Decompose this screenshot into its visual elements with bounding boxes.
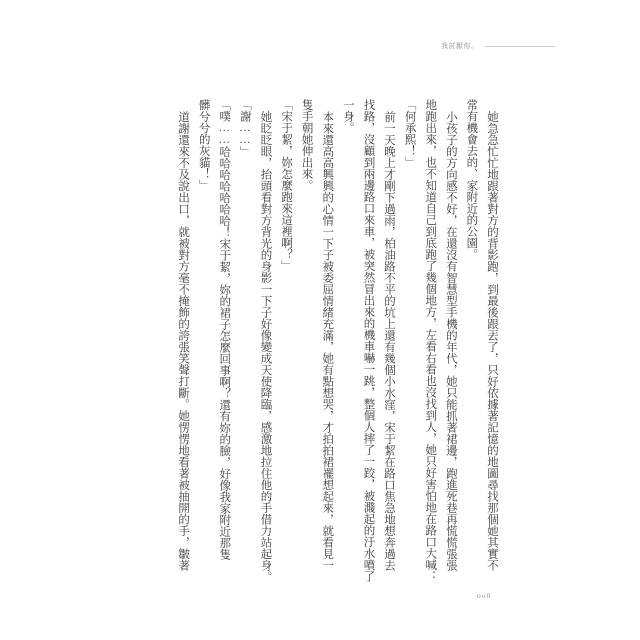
text-column: 常有機會去的、家附近的公園。 [465, 99, 478, 260]
page-number: oo8 [477, 591, 492, 600]
text-column: 「謝……」 [238, 99, 251, 158]
body-text [173, 99, 503, 586]
text-column: 她眨眨眼，抬頭看對方背光的身影一下子好像變成天使降臨，感激地拉住他的手借力站起身。 [259, 110, 272, 582]
text-column: 本來還高高興興的心情一下子被委屈情緒充滿，她有點想哭，才拍拍裙襬想起來，就看見一 [321, 110, 334, 571]
text-column: 她急急忙忙地跟著對方的背影跑，到最後跟丟了，只好依據著記憶的地圖尋找那個她其實不 [486, 110, 498, 571]
text-column: 「何承熙！」 [403, 99, 416, 168]
text-column: 地跑出來，也不知道自己到底跑了幾個地方，左看右看也沒找到人，她只好害怕地在路口大喊： [424, 99, 437, 582]
text-column: 前一天晚上才剛下過雨，柏油路不平的坑上還有幾個小水窪，宋于絜在路口焦急地想奔過去 [383, 110, 396, 571]
running-head [441, 41, 555, 51]
text-column: 小孩子的方向感不好，在還沒有智慧型手機的年代，她只能抓著裙邊，跑進死巷再慌慌張張 [444, 110, 457, 571]
header-rule [485, 46, 555, 47]
text-column: 「噗……哈哈哈哈哈哈哈！宋于絜，妳的裙子怎麼回事啊？還有妳的臉，好像我家附近那隻 [218, 99, 231, 560]
text-column: 道謝還來不及說出口，就被對方毫不掩飾的誇張笑聲打斷。她愣愣地看著被抽開的手，皺著 [177, 110, 190, 571]
text-column: 找路，沒顧到兩邊路口來車，被突然冒出來的機車嚇一跳，整個人摔了一跤，被濺起的汙水噴了 [362, 99, 375, 582]
text-column: 「宋于絜，妳怎麼跑來這裡啊？」 [280, 99, 293, 272]
book-title: 我討厭你。 [441, 42, 479, 50]
text-column: 髒兮兮的灰貓！」 [197, 99, 210, 191]
text-column: 一身。 [341, 99, 354, 134]
text-column: 隻手朝她伸出來。 [300, 99, 313, 191]
